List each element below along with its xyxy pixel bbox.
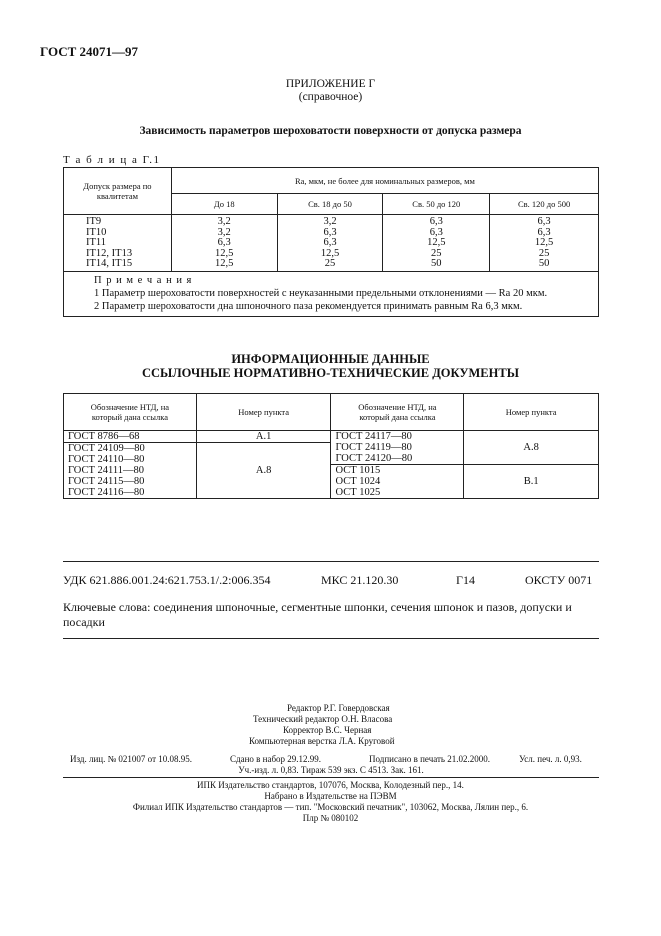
credit-tech-editor: Технический редактор О.Н. Власова <box>253 714 393 724</box>
okstu-code: ОКСТУ 0071 <box>525 573 593 587</box>
doc-item: ГОСТ 24110—80 <box>68 454 145 465</box>
subheader-cell: Св. 50 до 120 <box>383 194 490 215</box>
credit-editor: Редактор Р.Г. Говердовская <box>287 703 390 713</box>
value-cell: 6,3 <box>277 228 383 239</box>
credit-layout: Компьютерная верстка Л.А. Круговой <box>249 736 395 746</box>
value-cell: 25 <box>277 259 383 271</box>
table-row <box>64 238 599 249</box>
value-cell: 6,3 <box>383 228 490 239</box>
note-item: 2 Параметр шероховатости дна шпоночного паза рекомендуется принимать равным Ra 6,3 мкм. <box>94 300 523 312</box>
doc-cell: ГОСТ 8786—68 <box>64 431 197 443</box>
header-point: Номер пункта <box>196 394 331 431</box>
references-header-row <box>64 394 599 431</box>
doc-item: ОСТ 1025 <box>335 487 381 498</box>
notes-title: П р и м е ч а н и я <box>94 274 193 286</box>
value-cell: 12,5 <box>171 249 277 260</box>
print-license: Изд. лиц. № 021007 от 10.08.95. <box>70 754 192 764</box>
point-cell: А.1 <box>196 431 331 443</box>
tolerance-cell: IT14, IT15 <box>64 259 172 271</box>
doc-item: ОСТ 1024 <box>335 476 381 487</box>
value-cell: 25 <box>490 249 599 260</box>
mks-code: МКС 21.120.30 <box>321 573 399 587</box>
value-cell: 12,5 <box>383 238 490 249</box>
value-cell: 25 <box>383 249 490 260</box>
point-cell: В.1 <box>464 465 599 499</box>
print-sheets: Усл. печ. л. 0,93. <box>519 754 582 764</box>
point-cell: А.8 <box>464 431 599 465</box>
table-header-row <box>64 168 599 194</box>
section-title: Зависимость параметров шероховатости поверхности от допуска размера <box>139 125 522 137</box>
doc-item: ГОСТ 24119—80 <box>335 442 412 453</box>
doc-item: ГОСТ 24111—80 <box>68 465 145 476</box>
value-cell: 3,2 <box>277 215 383 228</box>
info-heading <box>0 352 661 380</box>
note-item: 1 Параметр шероховатости поверхностей с неуказанными предельными отклонениями — Ra 20 мкм. <box>94 287 548 299</box>
value-cell: 12,5 <box>171 259 277 271</box>
subheader-cell: До 18 <box>171 194 277 215</box>
print-signed: Подписано в печать 21.02.2000. <box>369 754 491 764</box>
doc-item: ГОСТ 24115—80 <box>68 476 145 487</box>
value-cell: 6,3 <box>171 238 277 249</box>
tolerance-cell: IT11 <box>64 238 172 249</box>
publisher-line: ИПК Издательство стандартов, 107076, Москва, Колодезный пер., 14. <box>197 780 464 790</box>
doc-cell-group <box>64 443 197 499</box>
print-info-row2: Уч.-изд. л. 0,83. Тираж 539 экз. С 4513. Зак. 161. <box>238 765 424 775</box>
divider <box>63 638 599 639</box>
table-notes <box>64 271 599 316</box>
col-header-roughness-group: Ra, мкм, не более для номинальных размеров, мм <box>171 168 598 194</box>
table-row <box>64 215 599 228</box>
references-row <box>64 431 599 443</box>
value-cell: 6,3 <box>383 215 490 228</box>
tolerance-cell: IT9 <box>64 215 172 228</box>
doc-item: ОСТ 1015 <box>335 465 381 476</box>
doc-item: ГОСТ 24117—80 <box>335 431 412 442</box>
references-title: ССЫЛОЧНЫЕ НОРМАТИВНО-ТЕХНИЧЕСКИЕ ДОКУМЕНТЫ <box>142 366 519 380</box>
value-cell: 50 <box>383 259 490 271</box>
appendix-heading <box>0 78 661 104</box>
value-cell: 6,3 <box>490 228 599 239</box>
doc-item: ГОСТ 24120—80 <box>335 453 413 464</box>
header-doc: Обозначение НТД, на который дана ссылка <box>64 394 197 431</box>
document-header: ГОСТ 24071—97 <box>40 44 139 59</box>
publisher-line: Плр № 080102 <box>302 813 359 823</box>
doc-item: ГОСТ 24109—80 <box>68 443 145 454</box>
tolerance-cell: IT10 <box>64 228 172 239</box>
value-cell: 3,2 <box>171 215 277 228</box>
divider <box>63 561 599 562</box>
header-doc: Обозначение НТД, на который дана ссылка <box>331 394 464 431</box>
value-cell: 12,5 <box>490 238 599 249</box>
keywords: Ключевые слова: соединения шпоночные, сегментные шпонки, сечения шпонок и пазов, допуски и посадки <box>63 600 572 629</box>
value-cell: 6,3 <box>277 238 383 249</box>
appendix-title: ПРИЛОЖЕНИЕ Г <box>285 78 376 90</box>
subheader-cell: Св. 120 до 500 <box>490 194 599 215</box>
doc-cell-group <box>331 431 464 465</box>
table-label: Т а б л и ц а Г.1 <box>63 154 161 166</box>
divider <box>63 777 599 778</box>
print-typeset: Сдано в набор 29.12.99. <box>230 754 322 764</box>
credit-proofreader: Корректор В.С. Черная <box>283 725 372 735</box>
value-cell: 12,5 <box>277 249 383 260</box>
doc-cell-group <box>331 465 464 499</box>
udk-code: УДК 621.886.001.24:621.753.1/.2:006.354 <box>63 573 271 587</box>
subheader-cell: Св. 18 до 50 <box>277 194 383 215</box>
table-notes-row <box>64 271 599 316</box>
tolerance-cell: IT12, IT13 <box>64 249 172 260</box>
col-header-tolerance: Допуск размера по квалитетам <box>64 168 172 215</box>
value-cell: 50 <box>490 259 599 271</box>
doc-item: ГОСТ 24116—80 <box>68 487 145 498</box>
value-cell: 6,3 <box>490 215 599 228</box>
roughness-table <box>63 167 599 317</box>
appendix-subtitle: (справочное) <box>298 91 363 103</box>
publisher-block <box>0 780 661 824</box>
publisher-line: Филиал ИПК Издательство стандартов — тип. "Московский печатник", 103062, Москва, Лялин пер., 6. <box>132 802 529 812</box>
publisher-line: Набрано в Издательстве на ПЭВМ <box>264 791 397 801</box>
value-cell: 3,2 <box>171 228 277 239</box>
point-cell: А.8 <box>196 443 331 499</box>
info-title: ИНФОРМАЦИОННЫЕ ДАННЫЕ <box>231 352 430 366</box>
group-code: Г14 <box>456 573 475 587</box>
header-point: Номер пункта <box>464 394 599 431</box>
table-row <box>64 259 599 271</box>
references-table <box>63 393 599 499</box>
